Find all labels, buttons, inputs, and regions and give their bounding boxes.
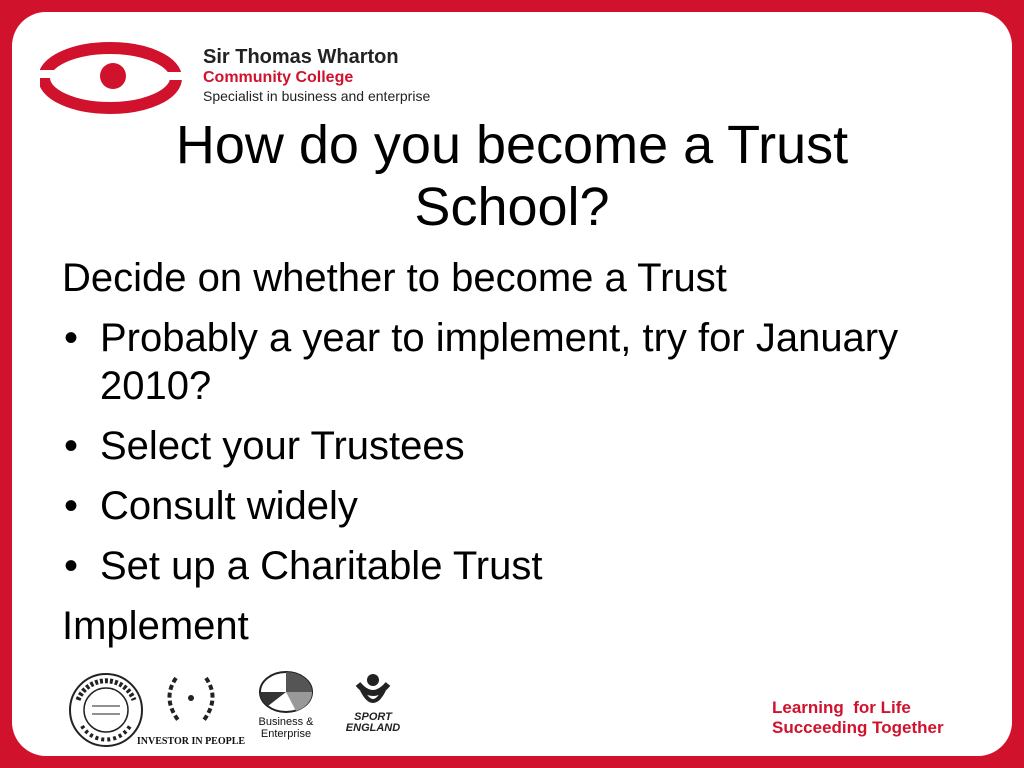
slogan-line-1: Learning for Life <box>772 698 911 717</box>
bullet-item: • Set up a Charitable Trust <box>62 542 962 590</box>
svg-text:SPORT: SPORT <box>354 711 392 723</box>
body-heading: Decide on whether to become a Trust <box>62 256 727 300</box>
slogan-line-2: Succeeding Together <box>772 718 944 737</box>
college-tagline: Specialist in business and enterprise <box>203 88 431 104</box>
college-subtitle: Community College <box>203 69 354 86</box>
arts-council-logo <box>66 670 146 750</box>
bullet-item: • Probably a year to implement, try for January 2010? <box>62 314 962 410</box>
business-enterprise-logo <box>256 668 316 740</box>
slide-body <box>62 254 962 662</box>
slide-title: How do you become a Trust School? <box>175 115 849 237</box>
sport-england-logo <box>338 668 408 738</box>
college-logo <box>40 40 480 120</box>
slogan <box>772 698 944 738</box>
investors-label: INVESTOR IN PEOPLE <box>136 736 246 747</box>
body-closing: Implement <box>62 604 249 648</box>
college-logo-mark <box>40 40 190 116</box>
bullet-item: • Select your Trustees <box>62 422 962 470</box>
slide <box>12 12 1012 756</box>
svg-text:ENGLAND: ENGLAND <box>345 722 401 734</box>
business-enterprise-label: Business & Enterprise <box>258 716 314 740</box>
college-name: Sir Thomas Wharton <box>203 46 399 68</box>
investors-in-people-logo <box>136 668 246 748</box>
bullet-item: • Consult widely <box>62 482 962 530</box>
